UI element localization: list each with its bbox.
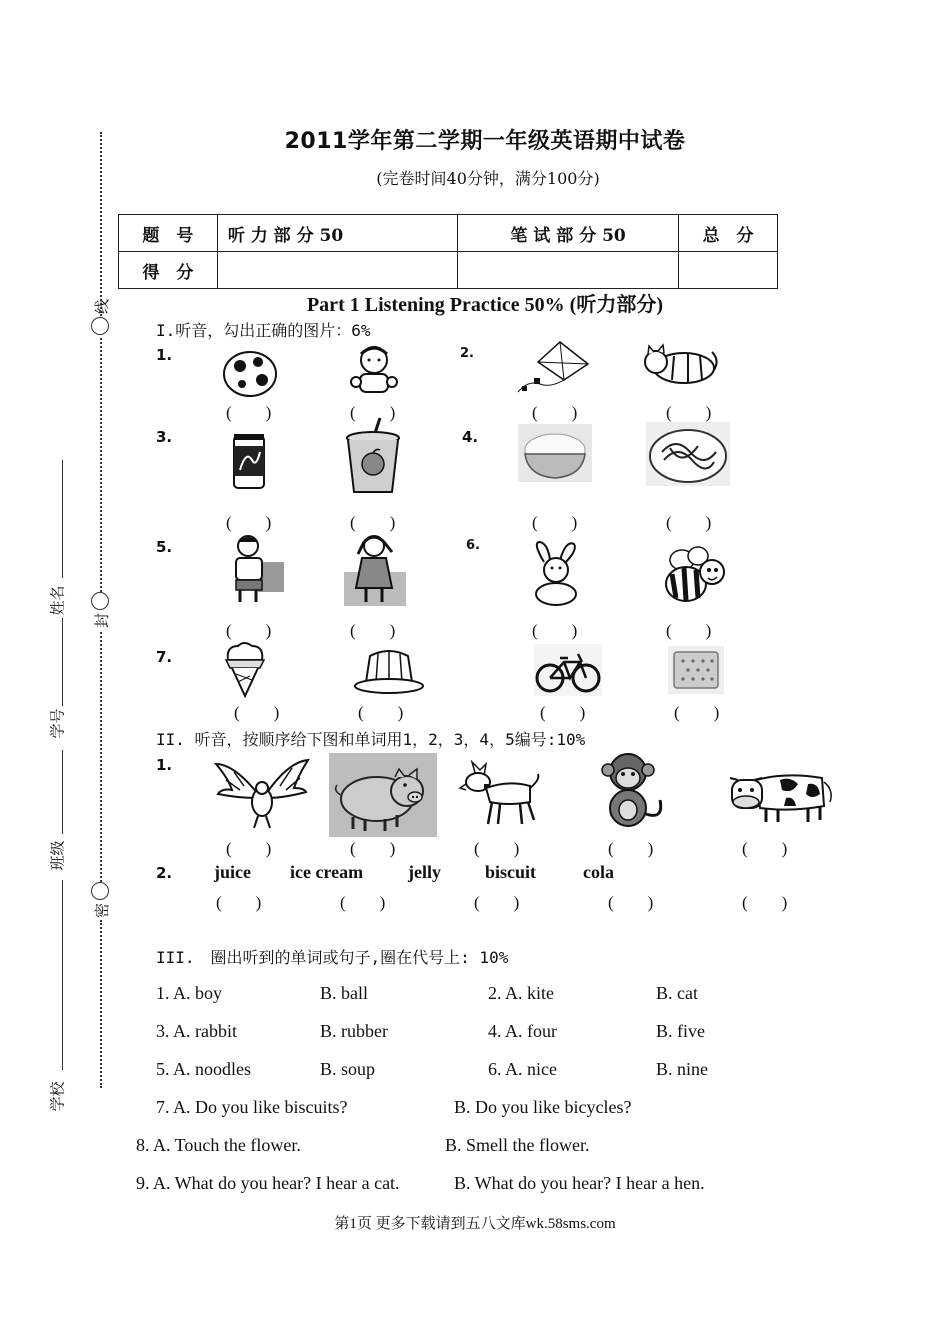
q7c-answer[interactable]: ( ) xyxy=(540,703,586,722)
bicycle-image[interactable] xyxy=(534,644,602,696)
boy-image[interactable] xyxy=(224,532,286,606)
rice-bowl-image[interactable] xyxy=(518,424,592,482)
q2-number: 2. xyxy=(460,346,474,361)
cell-score-listening[interactable] xyxy=(217,252,457,289)
student-info-line-name xyxy=(62,460,63,578)
q1-number: 1. xyxy=(156,346,173,364)
s2-word1-answer[interactable]: ( ) xyxy=(216,893,262,912)
binding-label-mi: 密 xyxy=(93,902,112,919)
q5-option-b[interactable]: B. soup xyxy=(320,1059,376,1079)
section2-q1-number: 1. xyxy=(156,756,173,774)
juice-cup-image[interactable] xyxy=(342,416,404,498)
q7-option-b[interactable]: B. Do you like bicycles? xyxy=(454,1097,632,1117)
score-table-score-row xyxy=(119,252,778,289)
q1-option-b[interactable]: B. ball xyxy=(320,983,368,1003)
q4-number: 4. xyxy=(462,428,479,446)
score-table-header-row xyxy=(119,215,778,252)
q3a-answer[interactable]: ( ) xyxy=(226,513,272,532)
q5a-answer[interactable]: ( ) xyxy=(226,621,272,640)
q2b-answer[interactable]: ( ) xyxy=(666,403,712,422)
section3-title: III. 圈出听到的单词或句子,圈在代号上: 10% xyxy=(156,948,509,967)
q9-option-a[interactable]: 9. A. What do you hear? I hear a cat. xyxy=(136,1173,400,1193)
q4b-answer[interactable]: ( ) xyxy=(666,513,712,532)
s2-pic3-answer[interactable]: ( ) xyxy=(474,839,520,858)
q1a-answer[interactable]: ( ) xyxy=(226,403,272,422)
student-info-line-class xyxy=(62,750,63,834)
student-info-line-school xyxy=(62,880,63,1070)
bee-image[interactable] xyxy=(660,544,728,606)
page-footer: 第1页 更多下载请到五八文库wk.58sms.com xyxy=(334,1216,616,1232)
q3-number: 3. xyxy=(156,428,173,446)
q8-option-a[interactable]: 8. A. Touch the flower. xyxy=(136,1135,301,1155)
s2-word4-answer[interactable]: ( ) xyxy=(608,893,654,912)
pig-image[interactable] xyxy=(329,753,437,837)
s2-word2-answer[interactable]: ( ) xyxy=(340,893,386,912)
dog-image[interactable] xyxy=(458,760,542,828)
noodles-image[interactable] xyxy=(646,422,730,486)
binding-label-feng: 封 xyxy=(93,612,112,629)
s2-pic4-answer[interactable]: ( ) xyxy=(608,839,654,858)
cell-score-label: 得 分 xyxy=(119,252,218,289)
word-ice-cream: ice cream xyxy=(290,862,364,882)
part1-title: Part 1 Listening Practice 50% (听力部分) xyxy=(306,294,664,316)
q8-option-b[interactable]: B. Smell the flower. xyxy=(445,1135,590,1155)
jelly-image[interactable] xyxy=(352,646,426,696)
s2-pic2-answer[interactable]: ( ) xyxy=(350,839,396,858)
word-biscuit: biscuit xyxy=(485,862,537,882)
q2-option-a[interactable]: 2. A. kite xyxy=(488,983,554,1003)
cell-score-total[interactable] xyxy=(679,252,778,289)
q6b-answer[interactable]: ( ) xyxy=(666,621,712,640)
rabbit-image[interactable] xyxy=(526,540,582,606)
s2-word5-answer[interactable]: ( ) xyxy=(742,893,788,912)
q1b-answer[interactable]: ( ) xyxy=(350,403,396,422)
section2-q2-number: 2. xyxy=(156,864,173,882)
page-title: 2011学年第二学期一年级英语期中试卷 xyxy=(284,129,686,154)
label-school: 学校 xyxy=(48,1081,67,1112)
doll-image[interactable] xyxy=(344,344,404,396)
s2-pic1-answer[interactable]: ( ) xyxy=(226,839,272,858)
q1-option-a[interactable]: 1. A. boy xyxy=(156,983,223,1003)
cell-listening: 听 力 部 分 50 xyxy=(217,215,457,252)
section2-title: II. 听音，按顺序给下图和单词用1，2，3，4，5编号:10% xyxy=(156,730,586,749)
q5-number: 5. xyxy=(156,538,173,556)
q7d-answer[interactable]: ( ) xyxy=(674,703,720,722)
q6a-answer[interactable]: ( ) xyxy=(532,621,578,640)
q4-option-b[interactable]: B. five xyxy=(656,1021,705,1041)
q3-option-b[interactable]: B. rubber xyxy=(320,1021,388,1041)
q3b-answer[interactable]: ( ) xyxy=(350,513,396,532)
q9-option-b[interactable]: B. What do you hear? I hear a hen. xyxy=(454,1173,705,1193)
cat-image[interactable] xyxy=(640,340,718,386)
q7b-answer[interactable]: ( ) xyxy=(358,703,404,722)
ball-image[interactable] xyxy=(222,350,278,398)
cell-score-written[interactable] xyxy=(458,252,679,289)
label-class: 班级 xyxy=(48,840,67,871)
q4a-answer[interactable]: ( ) xyxy=(532,513,578,532)
q7-option-a[interactable]: 7. A. Do you like biscuits? xyxy=(156,1097,348,1117)
binding-circle-2 xyxy=(91,592,109,610)
binding-dotted-line-mid xyxy=(100,338,102,592)
q2a-answer[interactable]: ( ) xyxy=(532,403,578,422)
binding-circle-3 xyxy=(91,882,109,900)
label-student-id: 学号 xyxy=(48,708,67,739)
cell-written: 笔 试 部 分 50 xyxy=(458,215,679,252)
student-info-line-id xyxy=(62,618,63,706)
s2-pic5-answer[interactable]: ( ) xyxy=(742,839,788,858)
binding-circle-1 xyxy=(91,317,109,335)
q4-option-a[interactable]: 4. A. four xyxy=(488,1021,557,1041)
score-table xyxy=(118,214,778,289)
cell-question-number: 题 号 xyxy=(119,215,218,252)
bird-image[interactable] xyxy=(214,758,310,830)
binding-label-xian: 线 xyxy=(93,298,112,315)
word-cola: cola xyxy=(583,862,614,882)
q6-option-a[interactable]: 6. A. nice xyxy=(488,1059,557,1079)
cola-can-image[interactable] xyxy=(230,430,268,492)
s2-word3-answer[interactable]: ( ) xyxy=(474,893,520,912)
word-jelly: jelly xyxy=(408,862,441,882)
q5b-answer[interactable]: ( ) xyxy=(350,621,396,640)
q2-option-b[interactable]: B. cat xyxy=(656,983,698,1003)
word-juice: juice xyxy=(214,862,251,882)
q7a-answer[interactable]: ( ) xyxy=(234,703,280,722)
q3-option-a[interactable]: 3. A. rabbit xyxy=(156,1021,237,1041)
binding-dotted-line-bottom xyxy=(100,920,102,1088)
q7-number: 7. xyxy=(156,648,173,666)
girl-image[interactable] xyxy=(344,532,406,606)
q6-number: 6. xyxy=(466,538,480,553)
label-name: 姓名 xyxy=(48,585,67,616)
cell-total: 总 分 xyxy=(679,215,778,252)
biscuit-image[interactable] xyxy=(668,646,724,694)
cow-image[interactable] xyxy=(726,766,838,826)
section1-title: I.听音，勾出正确的图片：6% xyxy=(156,321,371,340)
page-subtitle: (完卷时间40分钟，满分100分) xyxy=(376,169,600,188)
q6-option-b[interactable]: B. nine xyxy=(656,1059,708,1079)
ice-cream-image[interactable] xyxy=(222,640,268,698)
kite-image[interactable] xyxy=(514,340,590,396)
q5-option-a[interactable]: 5. A. noodles xyxy=(156,1059,252,1079)
monkey-image[interactable] xyxy=(596,750,666,830)
binding-dotted-line-low xyxy=(100,632,102,882)
